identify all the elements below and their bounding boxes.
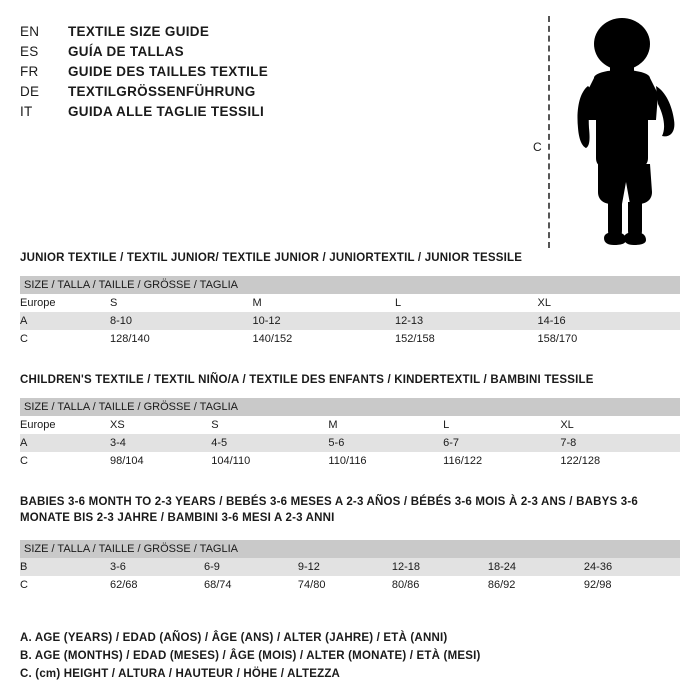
language-row: [20, 84, 500, 99]
language-code: IT: [20, 104, 33, 119]
language-code: ES: [20, 44, 39, 59]
cell-value: 80/86: [391, 579, 420, 591]
language-title-block: [20, 24, 500, 124]
cell-value: 86/92: [487, 579, 516, 591]
table-babies: [20, 540, 680, 594]
legend-line-b: B. AGE (MONTHS) / EDAD (MESES) / ÂGE (MOIS) / ALTER (MONATE) / ETÀ (MESI): [20, 650, 481, 662]
legend-line-c: C. (cm) HEIGHT / ALTURA / HAUTEUR / HÖHE / ALTEZZA: [20, 668, 341, 680]
row-label: C: [20, 455, 28, 467]
cell-value: 140/152: [252, 333, 293, 345]
cell-value: 5-6: [328, 437, 345, 449]
language-code: FR: [20, 64, 39, 79]
cell-value: 152/158: [395, 333, 435, 345]
row-label: C: [20, 333, 28, 345]
table-row: [20, 558, 680, 576]
table-header-row: [20, 540, 680, 558]
row-label: Europe: [20, 297, 56, 309]
cell-value: 12-18: [391, 561, 420, 573]
cell-value: 110/116: [328, 455, 367, 467]
cell-value: M: [252, 297, 262, 309]
cell-value: 9-12: [297, 561, 320, 573]
cell-value: S: [110, 297, 118, 309]
row-label: Europe: [20, 419, 56, 431]
cell-value: 68/74: [203, 579, 232, 591]
table-header-label: SIZE / TALLA / TAILLE / GRÖSSE / TAGLIA: [24, 401, 238, 413]
row-label: C: [20, 579, 28, 591]
cell-value: 18-24: [487, 561, 517, 573]
row-label: A: [20, 315, 28, 327]
cell-value: 128/140: [110, 333, 150, 345]
cell-value: 3-4: [110, 437, 126, 449]
cell-value: L: [395, 297, 402, 309]
cell-value: 6-9: [203, 561, 220, 573]
language-code: DE: [20, 84, 40, 99]
language-code: EN: [20, 24, 40, 39]
cell-value: XL: [560, 419, 574, 431]
table-row: [20, 312, 680, 330]
row-label: B: [20, 561, 28, 573]
table-header-label: SIZE / TALLA / TAILLE / GRÖSSE / TAGLIA: [24, 279, 238, 291]
legend-block: [20, 632, 680, 686]
table-junior: [20, 276, 680, 348]
child-silhouette-icon: [564, 16, 684, 248]
table-header-label: SIZE / TALLA / TAILLE / GRÖSSE / TAGLIA: [24, 543, 238, 555]
cell-value: 14-16: [537, 315, 566, 327]
cell-value: 4-5: [211, 437, 228, 449]
language-row: [20, 104, 500, 119]
table-row: [20, 434, 680, 452]
cell-value: L: [443, 419, 450, 431]
cell-value: 7-8: [560, 437, 577, 449]
table-row: [20, 330, 680, 348]
cell-value: 3-6: [110, 561, 126, 573]
legend-line-a: A. AGE (YEARS) / EDAD (AÑOS) / ÂGE (ANS) / ALTER (JAHRE) / ETÀ (ANNI): [20, 632, 448, 644]
cell-value: M: [328, 419, 338, 431]
table-row: [20, 416, 680, 434]
cell-value: S: [211, 419, 219, 431]
cell-value: 122/128: [560, 455, 601, 467]
row-label: A: [20, 437, 28, 449]
language-row: [20, 44, 500, 59]
table-children: [20, 398, 680, 470]
cell-value: 24-36: [583, 561, 613, 573]
cell-value: XL: [537, 297, 551, 309]
cell-value: 74/80: [297, 579, 326, 591]
section-heading-children: CHILDREN'S TEXTILE / TEXTIL NIÑO/A / TEXTILE DES ENFANTS / KINDERTEXTIL / BAMBINI TESSILE: [20, 374, 594, 386]
language-title: GUIDA ALLE TAGLIE TESSILI: [68, 104, 264, 119]
cell-value: 10-12: [252, 315, 281, 327]
cell-value: XS: [110, 419, 125, 431]
cell-value: 8-10: [110, 315, 133, 327]
cell-value: 12-13: [395, 315, 424, 327]
table-header-row: [20, 398, 680, 416]
cell-value: 116/122: [443, 455, 483, 467]
language-row: [20, 24, 500, 39]
height-illustration: [520, 8, 690, 248]
language-row: [20, 64, 500, 79]
dashed-height-line: [548, 16, 550, 248]
cell-value: 92/98: [583, 579, 612, 591]
cell-value: 158/170: [537, 333, 578, 345]
table-header-row: [20, 276, 680, 294]
language-title: GUÍA DE TALLAS: [68, 44, 184, 59]
section-heading-junior: JUNIOR TEXTILE / TEXTIL JUNIOR/ TEXTILE JUNIOR / JUNIORTEXTIL / JUNIOR TESSILE: [20, 252, 523, 264]
table-row: [20, 294, 680, 312]
table-row: [20, 576, 680, 594]
cell-value: 104/110: [211, 455, 251, 467]
cell-value: 98/104: [110, 455, 144, 467]
cell-value: 62/68: [110, 579, 138, 591]
cell-value: 6-7: [443, 437, 460, 449]
language-title: GUIDE DES TAILLES TEXTILE: [68, 64, 269, 79]
language-title: TEXTILGRÖSSENFÜHRUNG: [68, 84, 256, 99]
language-title: TEXTILE SIZE GUIDE: [68, 24, 210, 39]
table-row: [20, 452, 680, 470]
section-heading-babies: BABIES 3-6 MONTH TO 2-3 YEARS / BEBÉS 3-6 MESES A 2-3 AÑOS / BÉBÉS 3-6 MOIS À 2-3 ANS / BABYS 3-6 MONATE BIS 2-3 JAHRE / BAMBINI 3-6 MESI A 2-3 ANNI: [20, 496, 638, 524]
height-measure-label: C: [533, 140, 542, 154]
